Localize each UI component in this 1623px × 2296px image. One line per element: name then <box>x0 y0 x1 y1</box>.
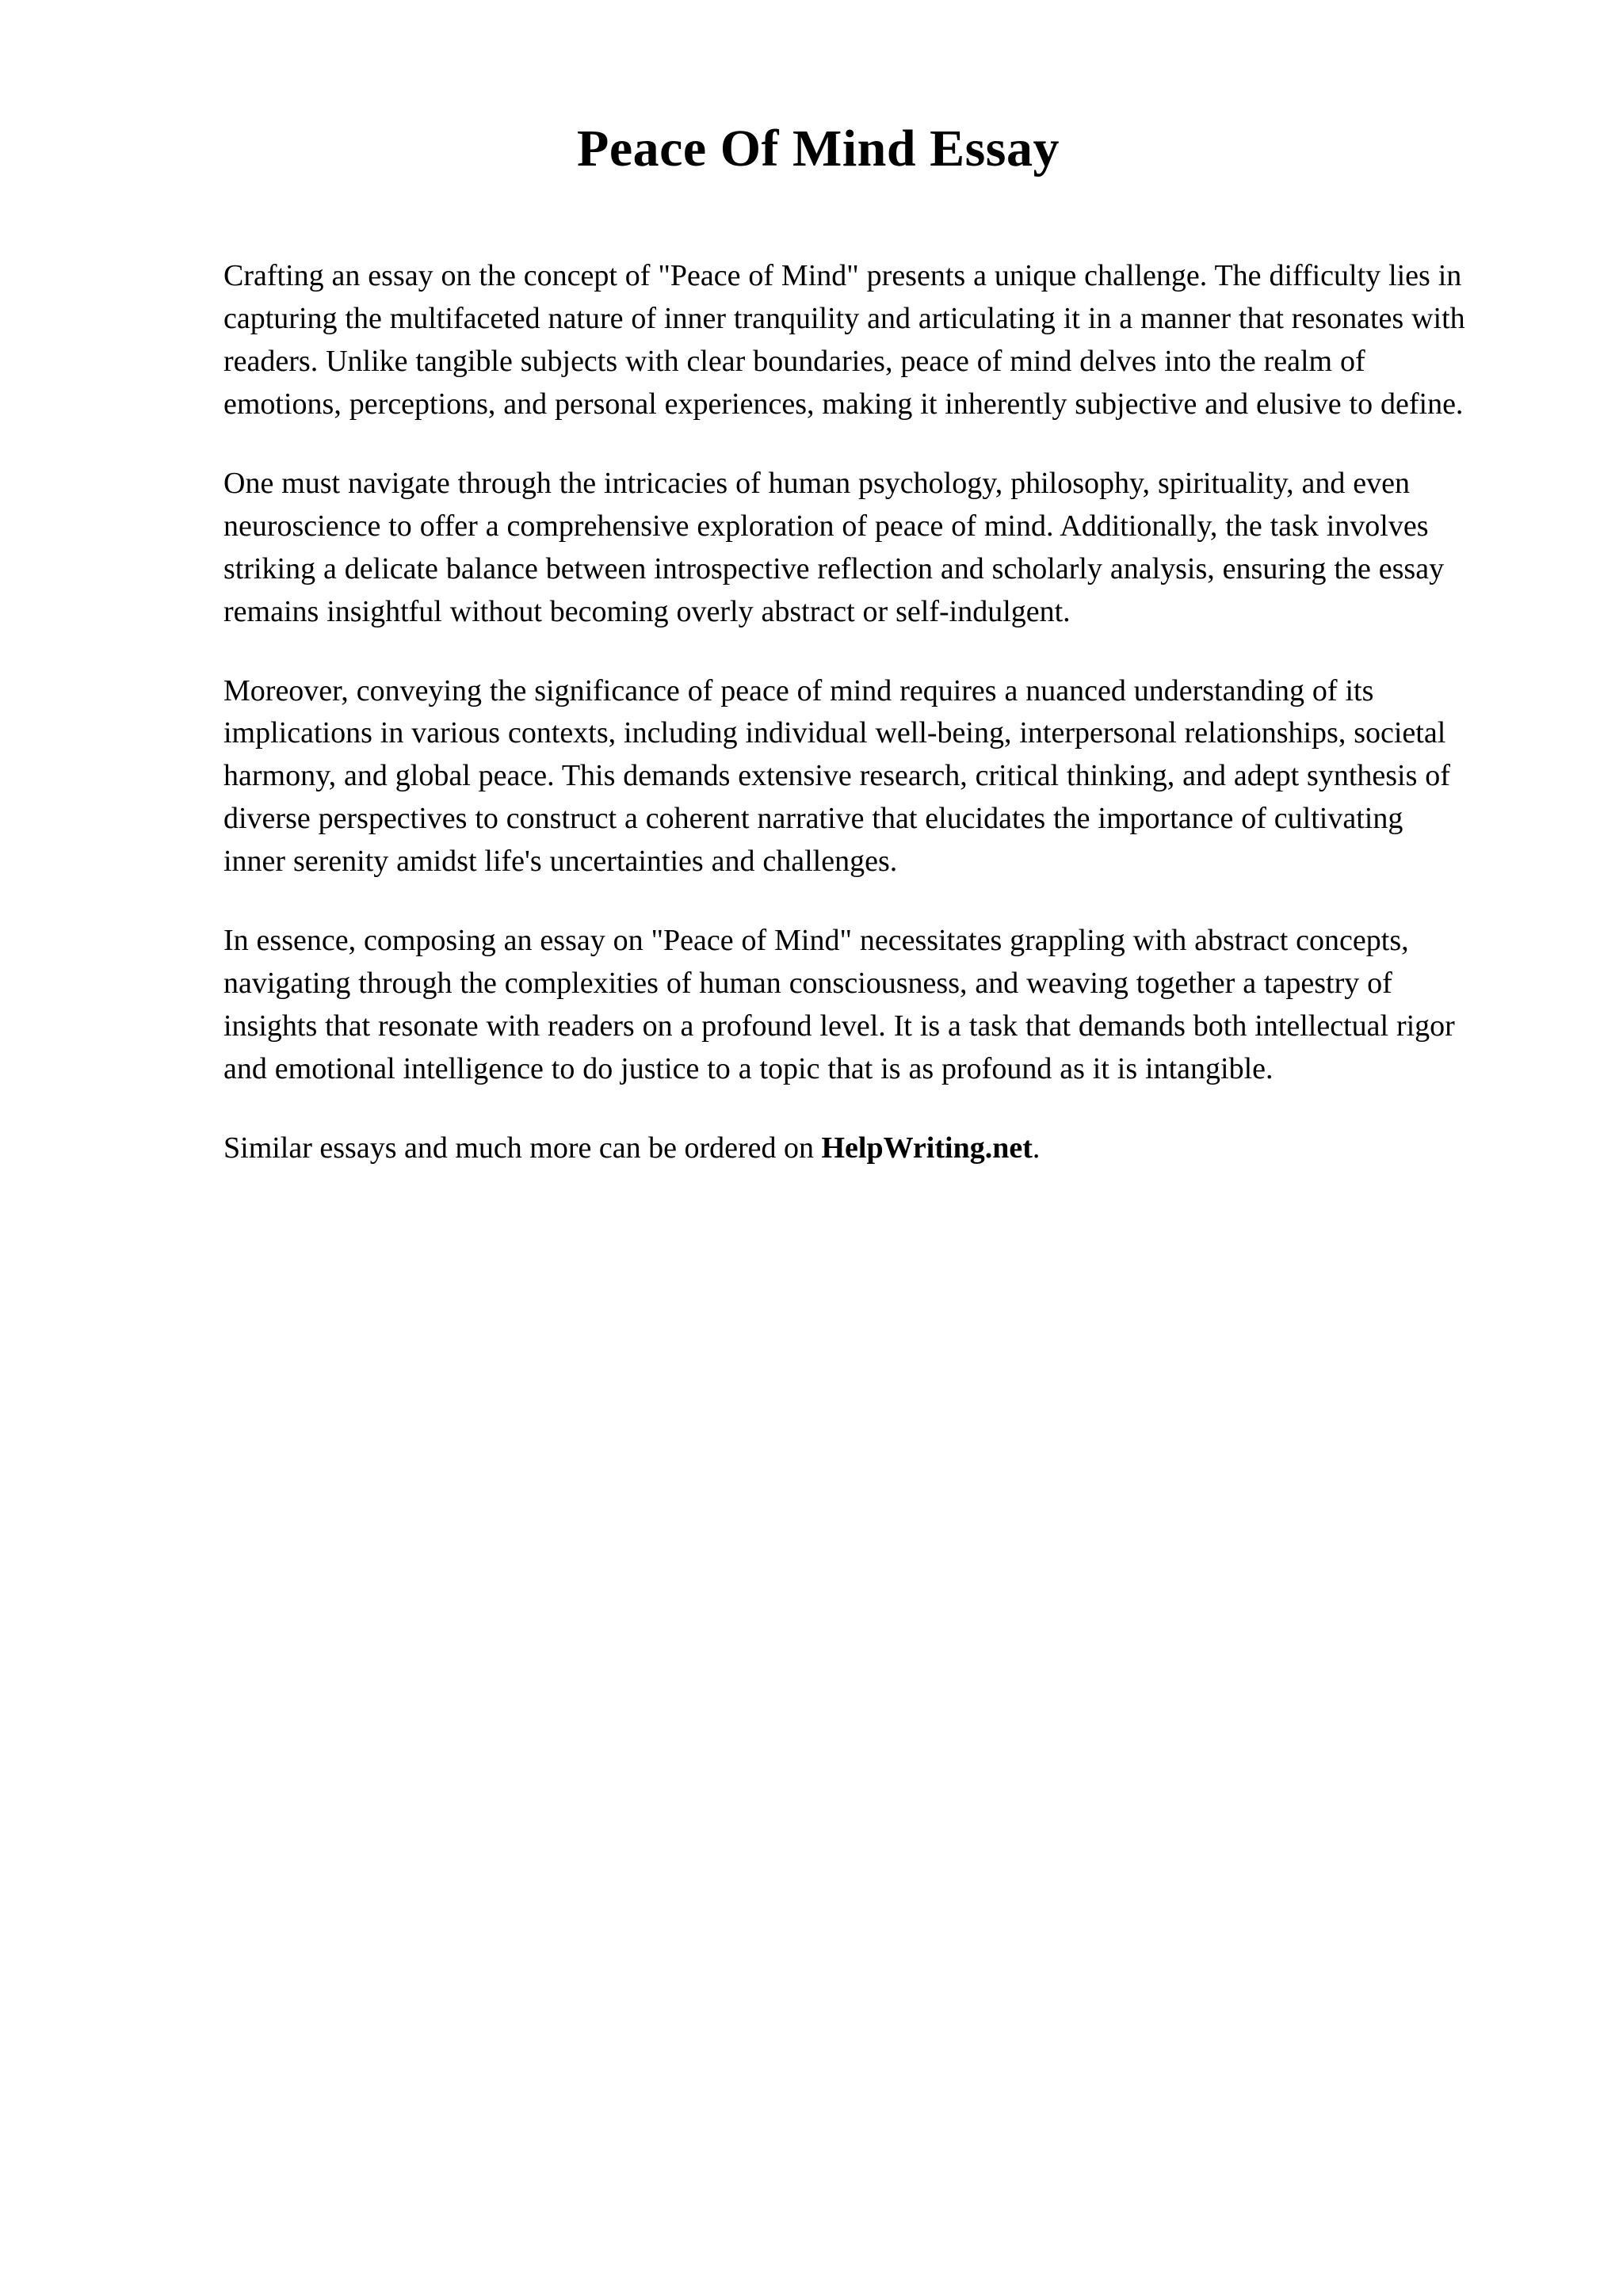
helpwriting-link[interactable]: HelpWriting.net <box>821 1131 1033 1165</box>
closing-trail-text: . <box>1032 1131 1041 1165</box>
paragraph: Moreover, conveying the significance of peace of mind requires a nuanced understanding of its implications in various contexts, including individual well-being, interpersonal relationships, societal harmony, and global peace. This demands extensive research, critical thinking, and adept synthesis of diverse perspectives to construct a coherent narrative that elucidates the importance of cultivating inner serenity amidst life's uncertainties and challenges. <box>223 673 1450 879</box>
page-title: Peace Of Mind Essay <box>577 120 1060 177</box>
closing-line <box>223 1127 1468 1170</box>
paragraph: Crafting an essay on the concept of "Peace of Mind" presents a unique challenge. The difficulty lies in capturing the multifaceted nature of inner tranquility and articulating it in a manner that resonates with readers. Unlike tangible subjects with clear boundaries, peace of mind delves into the realm of emotions, perceptions, and personal experiences, making it inherently subjective and elusive to define. <box>223 258 1465 421</box>
paragraph: In essence, composing an essay on "Peace of Mind" necessitates grappling with abstract concepts, navigating through the complexities of human consciousness, and weaving together a tapestry of insights that resonate with readers on a profound level. It is a task that demands both intellectual rigor and emotional intelligence to do justice to a topic that is as profound as it is intangible. <box>223 924 1455 1086</box>
closing-lead-text: Similar essays and much more can be ordered on <box>223 1131 822 1165</box>
document-body <box>223 255 1468 1170</box>
paragraph: One must navigate through the intricacies of human psychology, philosophy, spirituality, and even neuroscience to offer a comprehensive exploration of peace of mind. Additionally, the task involves striking a delicate balance between introspective reflection and scholarly analysis, ensuring the essay remains insightful without becoming overly abstract or self-indulgent. <box>223 466 1445 628</box>
